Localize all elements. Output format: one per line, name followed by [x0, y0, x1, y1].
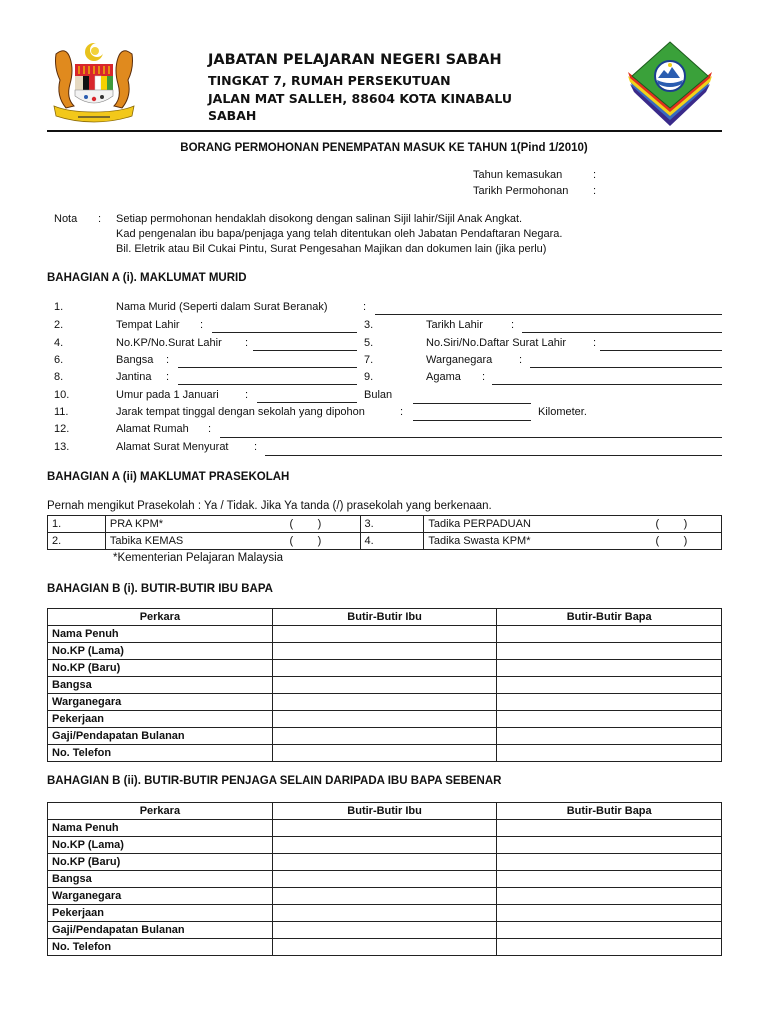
parents-table: [47, 608, 722, 762]
field-num: 12.: [54, 423, 70, 435]
cell-bapa[interactable]: [497, 922, 722, 939]
cell-bapa[interactable]: [497, 837, 722, 854]
cell-bapa[interactable]: [497, 820, 722, 837]
table-row: [48, 745, 722, 762]
meta-sep: :: [593, 185, 597, 197]
field-sep: :: [166, 354, 170, 366]
prasekolah-footnote: *Kementerian Pelajaran Malaysia: [113, 552, 284, 564]
field-num: 11.: [54, 406, 69, 418]
input-alamat-surat[interactable]: [265, 455, 722, 456]
meta-sep: :: [593, 169, 597, 181]
row-label: Warganegara: [48, 694, 273, 711]
section-b1-heading: BAHAGIAN B (i). BUTIR-BUTIR IBU BAPA: [47, 583, 273, 595]
checkbox-tadika-swasta[interactable]: ( ): [655, 534, 688, 547]
field-num: 4.: [54, 337, 64, 349]
cell-bapa[interactable]: [497, 711, 722, 728]
column-header: Perkara: [48, 609, 273, 626]
header-divider: [47, 130, 722, 132]
row-label: Nama Penuh: [48, 820, 273, 837]
option-tadika-perpaduan[interactable]: [424, 516, 722, 533]
row-label: No.KP (Lama): [48, 837, 273, 854]
cell-ibu[interactable]: [272, 871, 497, 888]
cell-ibu[interactable]: [272, 626, 497, 643]
nota-line-3: Bil. Eletrik atau Bil Cukai Pintu, Surat Pengesahan Majikan dan dokumen lain (jika perlu): [116, 243, 547, 255]
field-sep: :: [166, 371, 170, 383]
input-nama-murid[interactable]: [375, 314, 722, 315]
cell-ibu[interactable]: [272, 660, 497, 677]
field-label-agama: Agama: [426, 371, 461, 383]
table-row: [48, 643, 722, 660]
field-sep: :: [245, 389, 249, 401]
nota-sep: :: [98, 213, 102, 225]
row-label: Bangsa: [48, 677, 273, 694]
table-row: [48, 711, 722, 728]
cell-bapa[interactable]: [497, 660, 722, 677]
table-row: [48, 533, 722, 550]
coat-of-arms-logo: [48, 40, 140, 124]
table-header-row: [48, 609, 722, 626]
cell-ibu[interactable]: [272, 728, 497, 745]
row-label: No. Telefon: [48, 745, 273, 762]
input-no-kp[interactable]: [253, 350, 357, 351]
table-row: [48, 888, 722, 905]
cell-bapa[interactable]: [497, 694, 722, 711]
field-num: 9.: [364, 371, 374, 383]
table-row: [48, 677, 722, 694]
row-label: Bangsa: [48, 871, 273, 888]
nota-line-1: Setiap permohonan hendaklah disokong dengan salinan Sijil lahir/Sijil Anak Angkat.: [116, 213, 523, 225]
field-sep: :: [511, 319, 515, 331]
field-label-tempat-lahir: Tempat Lahir: [116, 319, 180, 331]
option-label: PRA KPM*: [109, 517, 164, 530]
checkbox-tabika-kemas[interactable]: ( ): [289, 534, 322, 547]
option-tabika-kemas[interactable]: [105, 533, 360, 550]
cell-bapa[interactable]: [497, 854, 722, 871]
field-label-no-siri: No.Siri/No.Daftar Surat Lahir: [426, 337, 566, 349]
table-row: [48, 660, 722, 677]
table-header-row: [48, 803, 722, 820]
cell-ibu[interactable]: [272, 922, 497, 939]
cell-bapa[interactable]: [497, 626, 722, 643]
table-row: [48, 626, 722, 643]
field-label-alamat-rumah: Alamat Rumah: [116, 423, 189, 435]
sabah-education-logo: [622, 40, 718, 126]
row-label: No.KP (Lama): [48, 643, 273, 660]
field-num: 2.: [54, 319, 64, 331]
section-a1-heading: BAHAGIAN A (i). MAKLUMAT MURID: [47, 272, 247, 284]
row-label: No. Telefon: [48, 939, 273, 956]
option-pra-kpm[interactable]: [105, 516, 360, 533]
cell-ibu[interactable]: [272, 677, 497, 694]
row-label: Warganegara: [48, 888, 273, 905]
field-label-alamat-surat: Alamat Surat Menyurat: [116, 441, 229, 453]
field-sep: :: [200, 319, 204, 331]
nota-label: Nota: [54, 213, 78, 225]
field-num: 3.: [364, 319, 374, 331]
column-header: Butir-Butir Bapa: [497, 609, 722, 626]
guardian-table: [47, 802, 722, 956]
field-unit-bulan: Bulan: [364, 389, 393, 401]
row-label: No.KP (Baru): [48, 660, 273, 677]
cell-bapa[interactable]: [497, 939, 722, 956]
meta-label-tarikh-permohonan: Tarikh Permohonan: [473, 185, 569, 197]
field-sep: :: [254, 441, 258, 453]
input-agama[interactable]: [492, 384, 722, 385]
field-sep: :: [519, 354, 523, 366]
option-num: 2.: [48, 533, 106, 550]
row-label: No.KP (Baru): [48, 854, 273, 871]
field-sep: :: [363, 301, 367, 313]
field-label-bangsa: Bangsa: [116, 354, 154, 366]
option-tadika-swasta[interactable]: [424, 533, 722, 550]
column-header: Butir-Butir Ibu: [272, 609, 497, 626]
meta-label-tahun-kemasukan: Tahun kemasukan: [473, 169, 563, 181]
field-sep: :: [245, 337, 249, 349]
address-line-3: SABAH: [208, 108, 257, 123]
nota-line-2: Kad pengenalan ibu bapa/penjaga yang telah ditentukan oleh Jabatan Pendaftaran Negara.: [116, 228, 563, 240]
input-umur[interactable]: [257, 402, 357, 403]
field-num: 6.: [54, 354, 64, 366]
cell-ibu[interactable]: [272, 745, 497, 762]
input-bangsa[interactable]: [178, 367, 357, 368]
input-tarikh-lahir[interactable]: [522, 332, 722, 333]
cell-ibu[interactable]: [272, 820, 497, 837]
field-num: 5.: [364, 337, 374, 349]
section-b2-heading: BAHAGIAN B (ii). BUTIR-BUTIR PENJAGA SELAIN DARIPADA IBU BAPA SEBENAR: [47, 775, 502, 787]
field-label-jantina: Jantina: [116, 371, 152, 383]
column-header: Butir-Butir Bapa: [497, 803, 722, 820]
field-num: 1.: [54, 301, 64, 313]
table-row: [48, 516, 722, 533]
table-row: [48, 728, 722, 745]
table-row: [48, 871, 722, 888]
cell-bapa[interactable]: [497, 643, 722, 660]
field-label-jarak: Jarak tempat tinggal dengan sekolah yang dipohon: [116, 406, 365, 418]
cell-ibu[interactable]: [272, 694, 497, 711]
field-label-umur: Umur pada 1 Januari: [116, 389, 219, 401]
field-num: 13.: [54, 441, 70, 453]
cell-bapa[interactable]: [497, 871, 722, 888]
input-tempat-lahir[interactable]: [212, 332, 357, 333]
option-num: 1.: [48, 516, 106, 533]
cell-bapa[interactable]: [497, 728, 722, 745]
column-header: Perkara: [48, 803, 273, 820]
table-row: [48, 694, 722, 711]
form-title: BORANG PERMOHONAN PENEMPATAN MASUK KE TAHUN 1(Pind 1/2010): [180, 142, 588, 154]
field-sep: :: [208, 423, 212, 435]
cell-bapa[interactable]: [497, 905, 722, 922]
field-sep: :: [593, 337, 597, 349]
field-sep: :: [482, 371, 486, 383]
table-row: [48, 854, 722, 871]
field-unit-kilometer: Kilometer.: [538, 406, 587, 418]
option-num: 4.: [360, 533, 424, 550]
input-no-siri[interactable]: [600, 350, 722, 351]
input-umur-bulan[interactable]: [413, 403, 531, 404]
cell-ibu[interactable]: [272, 854, 497, 871]
input-warganegara[interactable]: [530, 367, 722, 368]
cell-bapa[interactable]: [497, 745, 722, 762]
row-label: Gaji/Pendapatan Bulanan: [48, 728, 273, 745]
field-num: 7.: [364, 354, 374, 366]
cell-bapa[interactable]: [497, 677, 722, 694]
prasekolah-table: [47, 515, 722, 550]
column-header: Butir-Butir Ibu: [272, 803, 497, 820]
option-label: Tadika Swasta KPM*: [428, 534, 531, 547]
prasekolah-question: Pernah mengikut Prasekolah : Ya / Tidak. Jika Ya tanda (/) prasekolah yang berkenaan.: [47, 500, 492, 512]
field-label-nama-murid: Nama Murid (Seperti dalam Surat Beranak): [116, 301, 328, 313]
field-num: 10.: [54, 389, 70, 401]
org-name: JABATAN PELAJARAN NEGERI SABAH: [208, 52, 502, 68]
table-row: [48, 837, 722, 854]
cell-ibu[interactable]: [272, 905, 497, 922]
cell-ibu[interactable]: [272, 837, 497, 854]
checkbox-pra-kpm[interactable]: ( ): [289, 517, 322, 530]
section-a2-heading: BAHAGIAN A (ii) MAKLUMAT PRASEKOLAH: [47, 471, 290, 483]
cell-ibu[interactable]: [272, 888, 497, 905]
row-label: Nama Penuh: [48, 626, 273, 643]
table-row: [48, 820, 722, 837]
option-label: Tadika PERPADUAN: [428, 517, 531, 530]
input-jarak[interactable]: [413, 420, 531, 421]
table-row: [48, 905, 722, 922]
table-row: [48, 922, 722, 939]
row-label: Gaji/Pendapatan Bulanan: [48, 922, 273, 939]
cell-ibu[interactable]: [272, 643, 497, 660]
address-line-1: TINGKAT 7, RUMAH PERSEKUTUAN: [208, 73, 451, 88]
address-line-2: JALAN MAT SALLEH, 88604 KOTA KINABALU: [208, 91, 513, 106]
row-label: Pekerjaan: [48, 711, 273, 728]
cell-ibu[interactable]: [272, 711, 497, 728]
checkbox-tadika-perpaduan[interactable]: ( ): [655, 517, 688, 530]
input-jantina[interactable]: [178, 384, 357, 385]
field-num: 8.: [54, 371, 64, 383]
row-label: Pekerjaan: [48, 905, 273, 922]
field-label-warganegara: Warganegara: [426, 354, 493, 366]
option-num: 3.: [360, 516, 424, 533]
table-row: [48, 939, 722, 956]
option-label: Tabika KEMAS: [109, 534, 184, 547]
field-label-no-kp: No.KP/No.Surat Lahir: [116, 337, 222, 349]
input-alamat-rumah[interactable]: [220, 437, 722, 438]
cell-ibu[interactable]: [272, 939, 497, 956]
coat-of-arms-icon: [48, 40, 140, 124]
education-emblem-icon: [622, 40, 718, 126]
field-sep: :: [400, 406, 404, 418]
field-label-tarikh-lahir: Tarikh Lahir: [426, 319, 483, 331]
cell-bapa[interactable]: [497, 888, 722, 905]
